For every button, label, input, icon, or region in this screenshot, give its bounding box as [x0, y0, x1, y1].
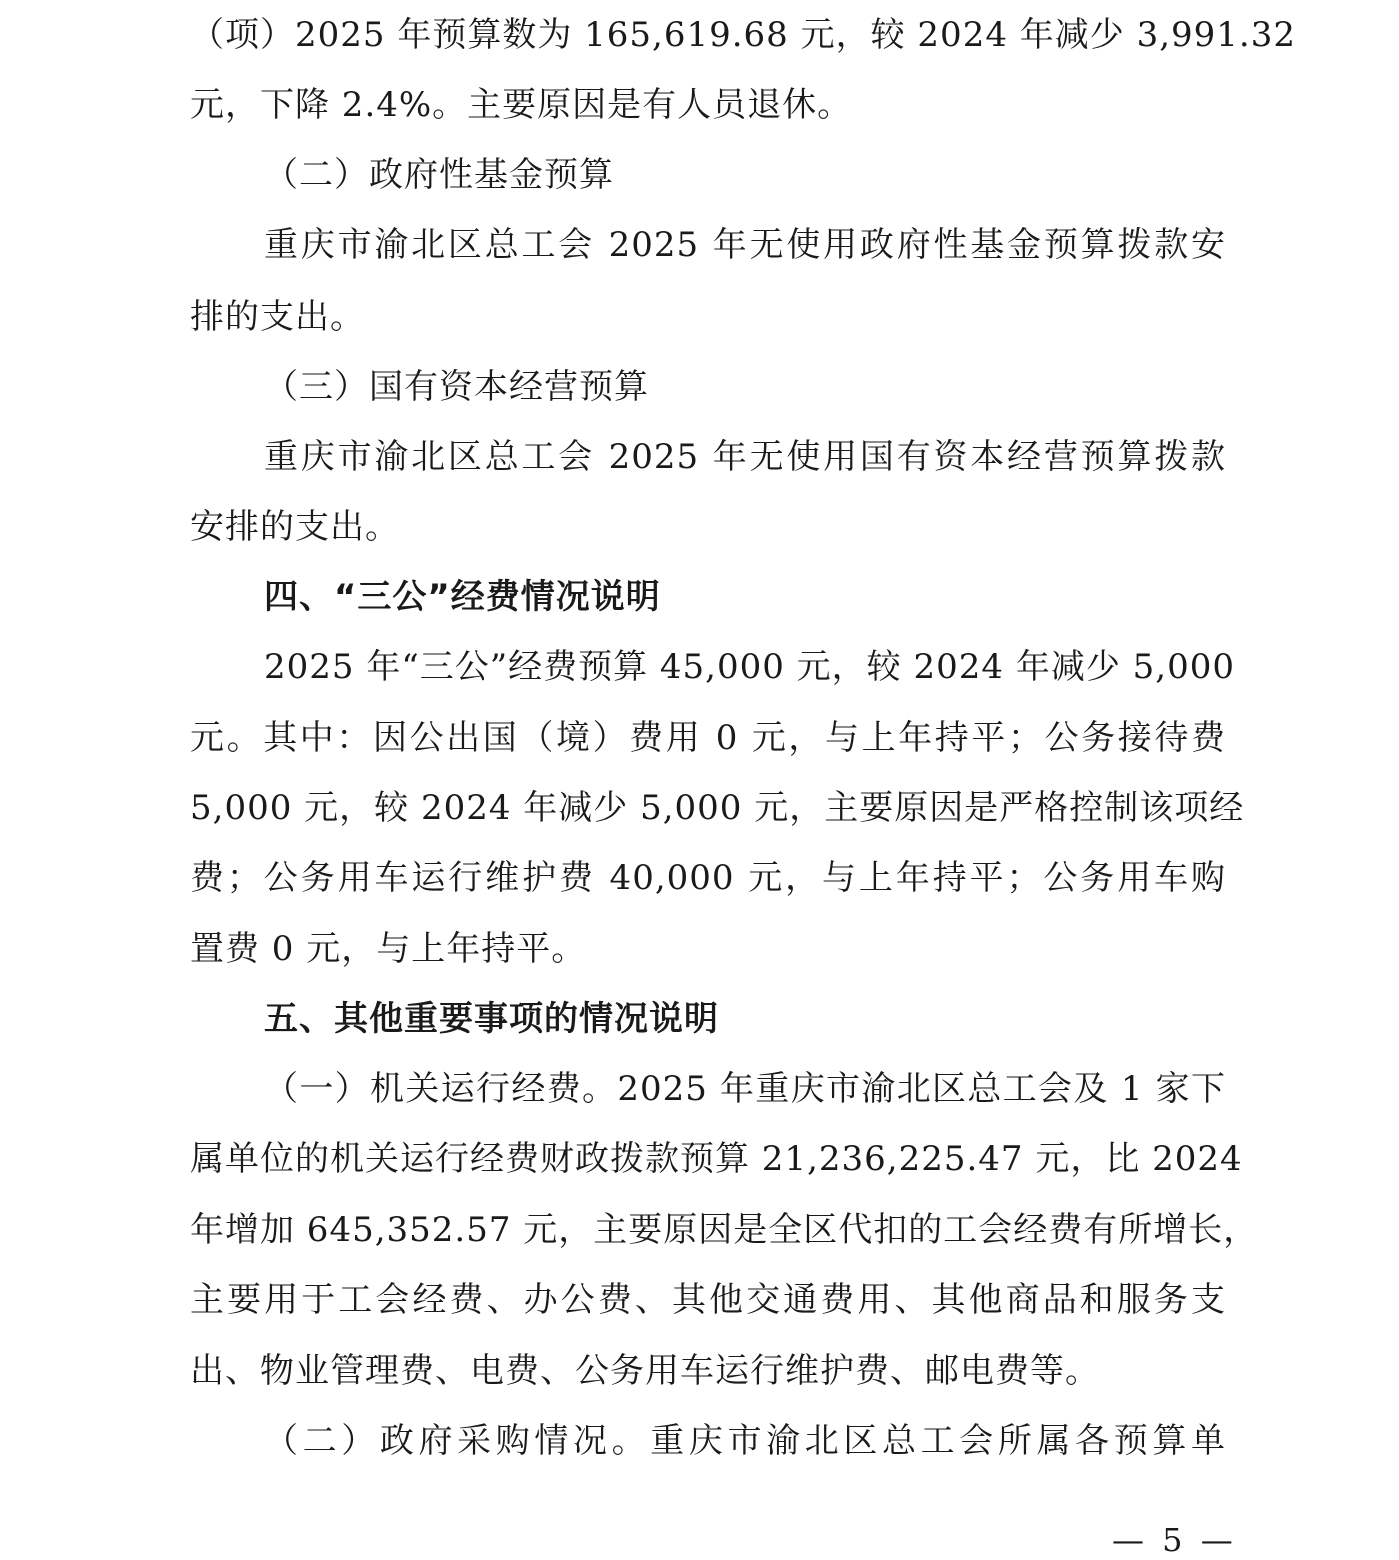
- paragraph-line: 重庆市渝北区总工会 2025 年无使用国有资本经营预算拨款: [264, 437, 1226, 477]
- paragraph-line: 置费 0 元，与上年持平。: [190, 929, 587, 969]
- paragraph-line: 出、物业管理费、电费、公务用车运行维护费、邮电费等。: [190, 1351, 1100, 1391]
- paragraph-line: 重庆市渝北区总工会 2025 年无使用政府性基金预算拨款安: [264, 225, 1226, 265]
- paragraph-line: 主要用于工会经费、办公费、其他交通费用、其他商品和服务支: [190, 1280, 1226, 1320]
- paragraph-line: 排的支出。: [190, 297, 365, 337]
- paragraph-line: （二）政府采购情况。重庆市渝北区总工会所属各预算单: [264, 1421, 1226, 1461]
- page-number: — 5 —: [1112, 1521, 1237, 1559]
- paragraph-line: 元，下降 2.4%。主要原因是有人员退休。: [190, 85, 853, 125]
- paragraph-line: 费；公务用车运行维护费 40,000 元，与上年持平；公务用车购: [190, 858, 1226, 898]
- paragraph-line: 5,000 元，较 2024 年减少 5,000 元，主要原因是严格控制该项经: [190, 788, 1245, 828]
- paragraph-line: 安排的支出。: [190, 507, 400, 547]
- section-heading: 四、“三公”经费情况说明: [264, 577, 661, 617]
- paragraph-line: 元。其中：因公出国（境）费用 0 元，与上年持平；公务接待费: [190, 718, 1226, 758]
- paragraph-line: 年增加 645,352.57 元，主要原因是全区代扣的工会经费有所增长，: [190, 1210, 1259, 1250]
- section-heading: 五、其他重要事项的情况说明: [264, 999, 719, 1039]
- paragraph-line: （项）2025 年预算数为 165,619.68 元，较 2024 年减少 3,991.32: [190, 15, 1296, 55]
- section-subheading: （三）国有资本经营预算: [264, 367, 649, 407]
- section-subheading: （二）政府性基金预算: [264, 155, 614, 195]
- paragraph-line: 2025 年“三公”经费预算 45,000 元，较 2024 年减少 5,000: [264, 647, 1235, 687]
- paragraph-line: （一）机关运行经费。2025 年重庆市渝北区总工会及 1 家下: [264, 1069, 1226, 1109]
- paragraph-line: 属单位的机关运行经费财政拨款预算 21,236,225.47 元，比 2024: [190, 1139, 1243, 1179]
